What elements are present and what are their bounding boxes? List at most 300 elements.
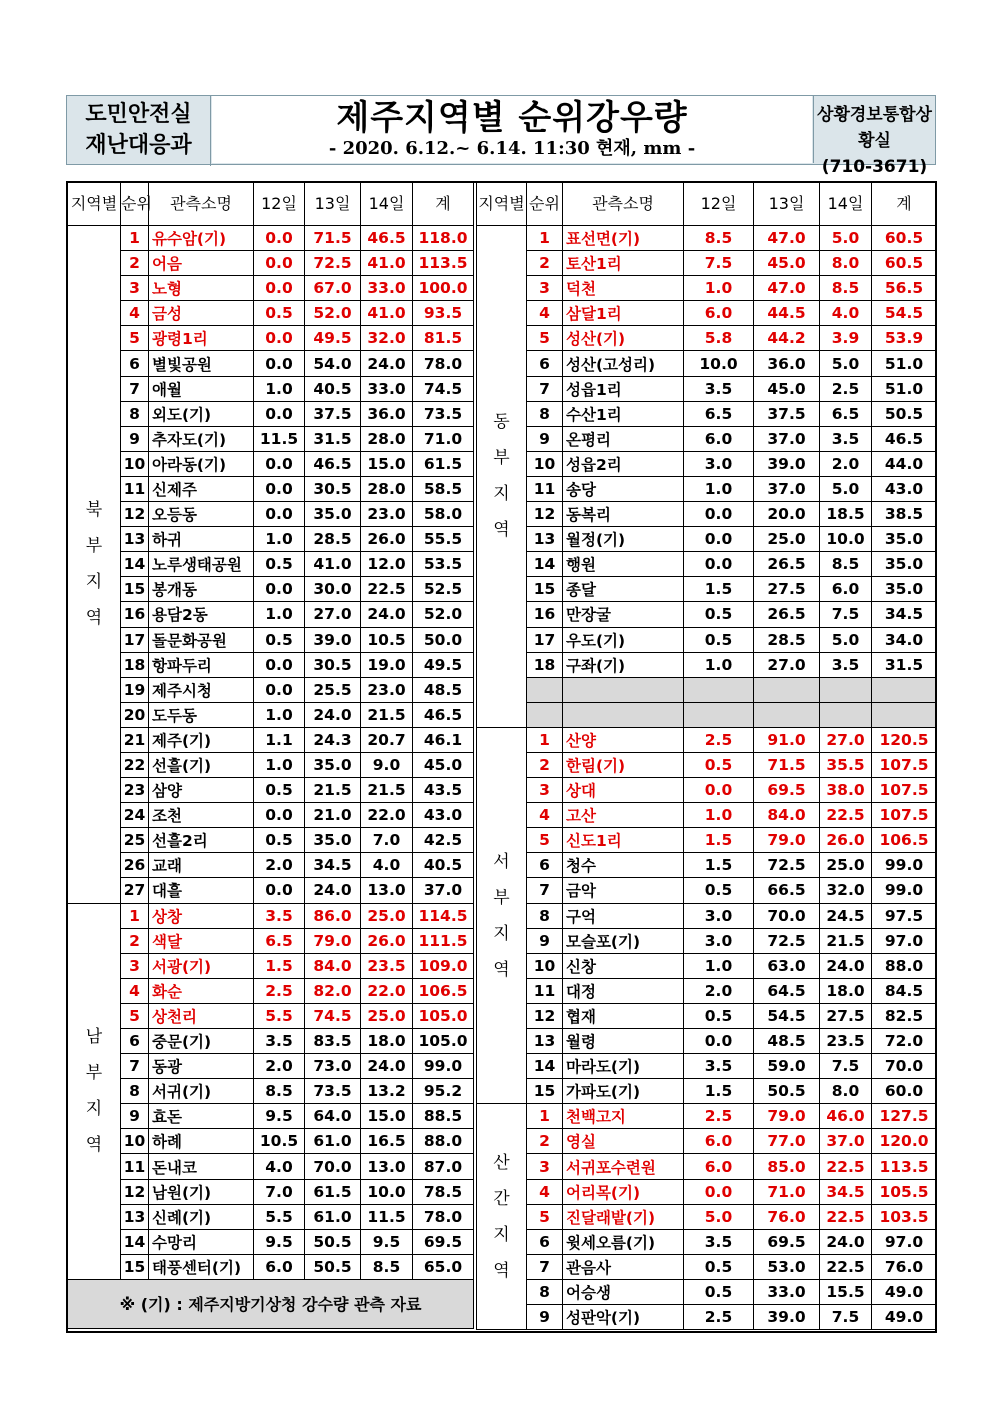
d14-cell: 34.5 [820, 1179, 872, 1204]
d12-cell: 1.0 [684, 276, 754, 301]
table-row [477, 1154, 937, 1179]
table-row [68, 1204, 474, 1229]
table-row [477, 903, 937, 928]
station-cell: 협재 [563, 1003, 684, 1028]
table-row [477, 226, 937, 251]
total-cell: 105.5 [872, 1179, 937, 1204]
station-cell: 노형 [149, 276, 254, 301]
d12-cell: 10.0 [684, 351, 754, 376]
rank-cell: 7 [121, 376, 149, 401]
d14-cell: 41.0 [361, 301, 413, 326]
d13-cell: 73.5 [305, 1079, 361, 1104]
station-cell: 유수암(기) [149, 226, 254, 251]
d12-cell: 2.5 [684, 1305, 754, 1330]
total-cell: 78.0 [413, 351, 474, 376]
d12-cell: 0.0 [254, 251, 305, 276]
d14-cell: 24.5 [820, 903, 872, 928]
total-cell: 46.5 [872, 426, 937, 451]
d13-cell: 24.3 [305, 727, 361, 752]
d12-cell: 0.0 [684, 1179, 754, 1204]
station-cell: 상천리 [149, 1003, 254, 1028]
d12-cell: 0.0 [254, 351, 305, 376]
station-cell: 금악 [563, 878, 684, 903]
region-label [68, 226, 121, 904]
d13-cell: 47.0 [754, 276, 820, 301]
station-cell: 성산(기) [563, 326, 684, 351]
station-cell: 용담2동 [149, 602, 254, 627]
d13-cell: 33.0 [754, 1279, 820, 1304]
region-label [68, 903, 121, 1279]
d12-cell: 3.5 [684, 376, 754, 401]
d13-cell: 70.0 [305, 1154, 361, 1179]
total-cell: 100.0 [413, 276, 474, 301]
table-row [68, 778, 474, 803]
table-row [477, 476, 937, 501]
d13-cell: 69.5 [754, 1229, 820, 1254]
d13-cell: 79.0 [305, 928, 361, 953]
region-label [477, 226, 527, 728]
station-cell: 하귀 [149, 527, 254, 552]
rank-cell: 12 [121, 1179, 149, 1204]
d14-cell: 25.0 [820, 853, 872, 878]
total-cell: 107.5 [872, 752, 937, 777]
d13-cell: 72.5 [754, 853, 820, 878]
d12-cell: 1.0 [254, 752, 305, 777]
rank-cell: 19 [121, 677, 149, 702]
d13-cell: 27.0 [305, 602, 361, 627]
table-row [477, 752, 937, 777]
d14-cell: 9.5 [361, 1229, 413, 1254]
table-row [477, 351, 937, 376]
rank-cell: 2 [527, 1129, 563, 1154]
station-cell: 선흘(기) [149, 752, 254, 777]
rank-cell: 11 [121, 1154, 149, 1179]
d12-cell: 1.1 [254, 727, 305, 752]
station-cell: 아라동(기) [149, 451, 254, 476]
rank-cell: 1 [527, 727, 563, 752]
d12-cell: 0.0 [684, 1029, 754, 1054]
d13-cell: 50.5 [754, 1079, 820, 1104]
station-cell: 대흘 [149, 878, 254, 903]
rank-cell: 22 [121, 752, 149, 777]
table-row [68, 1029, 474, 1054]
rank-cell: 9 [121, 1104, 149, 1129]
station-cell: 조천 [149, 803, 254, 828]
col-d13-header: 13일 [305, 183, 361, 226]
total-cell: 70.0 [872, 1054, 937, 1079]
d14-cell: 33.0 [361, 376, 413, 401]
d13-cell: 79.0 [754, 828, 820, 853]
total-cell: 84.5 [872, 978, 937, 1003]
rank-cell: 3 [527, 778, 563, 803]
d13-cell: 45.0 [754, 376, 820, 401]
rank-cell: 17 [527, 627, 563, 652]
d14-cell: 8.5 [361, 1254, 413, 1279]
d13-cell: 25.0 [754, 527, 820, 552]
station-cell: 삼양 [149, 778, 254, 803]
rank-cell: 5 [527, 1204, 563, 1229]
station-cell: 항파두리 [149, 652, 254, 677]
col-d12-header: 12일 [684, 183, 754, 226]
rank-cell: 1 [527, 226, 563, 251]
total-cell: 53.9 [872, 326, 937, 351]
table-row [68, 351, 474, 376]
rank-cell: 2 [527, 752, 563, 777]
rank-cell: 8 [121, 1079, 149, 1104]
table-row [477, 502, 937, 527]
d14-cell: 22.5 [820, 803, 872, 828]
right-rainfall-table [476, 182, 937, 1330]
table-row [68, 527, 474, 552]
total-cell: 37.0 [413, 878, 474, 903]
d12-cell: 0.5 [684, 1003, 754, 1028]
total-cell: 114.5 [413, 903, 474, 928]
table-row [68, 301, 474, 326]
d13-cell: 27.0 [754, 652, 820, 677]
station-cell: 대정 [563, 978, 684, 1003]
rank-cell: 14 [121, 1229, 149, 1254]
table-row [68, 702, 474, 727]
d12-cell: 0.0 [254, 276, 305, 301]
table-row [477, 577, 937, 602]
region-label [477, 727, 527, 1103]
rank-cell: 5 [527, 326, 563, 351]
total-cell: 35.0 [872, 552, 937, 577]
total-cell: 103.5 [872, 1204, 937, 1229]
station-cell: 우도(기) [563, 627, 684, 652]
rank-cell: 24 [121, 803, 149, 828]
d13-cell: 46.5 [305, 451, 361, 476]
total-cell: 88.0 [872, 953, 937, 978]
total-cell: 76.0 [872, 1254, 937, 1279]
col-d12-header: 12일 [254, 183, 305, 226]
rank-cell: 10 [121, 451, 149, 476]
d12-cell: 0.0 [254, 451, 305, 476]
total-cell: 51.0 [872, 351, 937, 376]
d13-cell: 53.0 [754, 1254, 820, 1279]
table-row [68, 853, 474, 878]
station-cell: 진달래밭(기) [563, 1204, 684, 1229]
total-cell: 73.5 [413, 401, 474, 426]
rank-cell: 15 [121, 1254, 149, 1279]
d13-cell: 84.0 [305, 953, 361, 978]
d12-cell: 9.5 [254, 1229, 305, 1254]
table-row [68, 1129, 474, 1154]
station-cell: 구억 [563, 903, 684, 928]
d12-cell: 11.5 [254, 426, 305, 451]
station-cell: 고산 [563, 803, 684, 828]
d13-cell: 35.0 [305, 828, 361, 853]
rank-cell: 27 [121, 878, 149, 903]
station-cell: 청수 [563, 853, 684, 878]
d13-cell: 47.0 [754, 226, 820, 251]
table-row [68, 677, 474, 702]
table-row [68, 727, 474, 752]
rank-cell: 17 [121, 627, 149, 652]
station-cell: 별빛공원 [149, 351, 254, 376]
station-cell: 월정(기) [563, 527, 684, 552]
d12-cell: 3.5 [254, 1029, 305, 1054]
table-row [477, 552, 937, 577]
d12-cell: 0.0 [254, 326, 305, 351]
station-cell: 행원 [563, 552, 684, 577]
d12-cell: 0.0 [684, 778, 754, 803]
empty-cell [754, 702, 820, 727]
d12-cell: 3.0 [684, 451, 754, 476]
total-cell: 60.5 [872, 251, 937, 276]
total-cell: 46.1 [413, 727, 474, 752]
d14-cell: 7.0 [361, 828, 413, 853]
total-cell: 52.5 [413, 577, 474, 602]
rank-cell: 10 [121, 1129, 149, 1154]
d12-cell: 6.0 [684, 1129, 754, 1154]
rank-cell: 11 [527, 978, 563, 1003]
table-row [68, 1179, 474, 1204]
table-row [68, 451, 474, 476]
table-row [68, 602, 474, 627]
d14-cell: 7.5 [820, 1054, 872, 1079]
title-box [212, 96, 812, 163]
d14-cell: 7.5 [820, 602, 872, 627]
total-cell: 43.0 [413, 803, 474, 828]
d13-cell: 50.5 [305, 1229, 361, 1254]
table-row [477, 1204, 937, 1229]
d13-cell: 44.2 [754, 326, 820, 351]
d12-cell: 0.5 [254, 627, 305, 652]
organization-box [67, 96, 211, 166]
rank-cell: 11 [527, 476, 563, 501]
table-row [477, 1079, 937, 1104]
d13-cell: 74.5 [305, 1003, 361, 1028]
d13-cell: 66.5 [754, 878, 820, 903]
total-cell: 61.5 [413, 451, 474, 476]
d14-cell: 28.0 [361, 426, 413, 451]
table-row [477, 1279, 937, 1304]
d12-cell: 0.0 [254, 226, 305, 251]
table-row [68, 978, 474, 1003]
d13-cell: 44.5 [754, 301, 820, 326]
d12-cell: 2.5 [684, 727, 754, 752]
col-region-header: 지역별 [68, 183, 121, 226]
total-cell: 99.0 [872, 878, 937, 903]
d12-cell: 6.0 [684, 1154, 754, 1179]
station-cell: 색달 [149, 928, 254, 953]
rank-cell: 4 [527, 301, 563, 326]
table-row [68, 276, 474, 301]
total-cell: 78.5 [413, 1179, 474, 1204]
total-cell: 72.0 [872, 1029, 937, 1054]
d13-cell: 35.0 [305, 502, 361, 527]
rank-cell: 4 [527, 1179, 563, 1204]
rank-cell: 3 [527, 276, 563, 301]
station-cell: 덕천 [563, 276, 684, 301]
d12-cell: 3.5 [684, 1229, 754, 1254]
total-cell: 34.5 [872, 602, 937, 627]
d12-cell: 1.5 [684, 828, 754, 853]
station-cell: 노루생태공원 [149, 552, 254, 577]
station-cell: 서귀포수련원 [563, 1154, 684, 1179]
table-row [477, 928, 937, 953]
d12-cell: 3.5 [254, 903, 305, 928]
empty-row [477, 702, 937, 727]
d12-cell: 0.5 [684, 752, 754, 777]
total-cell: 99.0 [413, 1054, 474, 1079]
rank-cell: 23 [121, 778, 149, 803]
d14-cell: 23.0 [361, 677, 413, 702]
station-cell: 관음사 [563, 1254, 684, 1279]
d12-cell: 1.5 [684, 853, 754, 878]
d13-cell: 39.0 [754, 451, 820, 476]
d14-cell: 23.5 [361, 953, 413, 978]
d13-cell: 61.0 [305, 1129, 361, 1154]
total-cell: 97.5 [872, 903, 937, 928]
d14-cell: 26.0 [820, 828, 872, 853]
d14-cell: 10.0 [361, 1179, 413, 1204]
station-cell: 한림(기) [563, 752, 684, 777]
total-cell: 71.0 [413, 426, 474, 451]
total-cell: 35.0 [872, 527, 937, 552]
d13-cell: 26.5 [754, 552, 820, 577]
rank-cell: 11 [121, 476, 149, 501]
rank-cell: 6 [527, 853, 563, 878]
d14-cell: 7.5 [820, 1305, 872, 1330]
station-cell: 금성 [149, 301, 254, 326]
rank-cell: 10 [527, 953, 563, 978]
station-cell: 태풍센터(기) [149, 1254, 254, 1279]
rank-cell: 4 [121, 978, 149, 1003]
d14-cell: 15.5 [820, 1279, 872, 1304]
d12-cell: 3.5 [684, 1054, 754, 1079]
d13-cell: 20.0 [754, 502, 820, 527]
d14-cell: 2.0 [820, 451, 872, 476]
station-cell: 윗세오름(기) [563, 1229, 684, 1254]
d12-cell: 0.5 [684, 602, 754, 627]
total-cell: 118.0 [413, 226, 474, 251]
d13-cell: 50.5 [305, 1254, 361, 1279]
d13-cell: 21.5 [305, 778, 361, 803]
station-cell: 애월 [149, 376, 254, 401]
d12-cell: 1.0 [254, 376, 305, 401]
table-row [68, 1104, 474, 1129]
table-row [477, 401, 937, 426]
table-row [68, 627, 474, 652]
d12-cell: 2.0 [254, 853, 305, 878]
d12-cell: 5.5 [254, 1003, 305, 1028]
d13-cell: 41.0 [305, 552, 361, 577]
total-cell: 106.5 [872, 828, 937, 853]
d14-cell: 38.0 [820, 778, 872, 803]
d14-cell: 22.0 [361, 803, 413, 828]
total-cell: 95.2 [413, 1079, 474, 1104]
d14-cell: 25.0 [361, 1003, 413, 1028]
total-cell: 105.0 [413, 1003, 474, 1028]
d14-cell: 4.0 [820, 301, 872, 326]
left-rainfall-table [67, 182, 474, 1329]
station-cell: 중문(기) [149, 1029, 254, 1054]
report-header [66, 95, 936, 177]
d13-cell: 48.5 [754, 1029, 820, 1054]
station-cell: 교래 [149, 853, 254, 878]
station-cell: 가파도(기) [563, 1079, 684, 1104]
total-cell: 127.5 [872, 1104, 937, 1129]
d12-cell: 2.5 [684, 1104, 754, 1129]
d14-cell: 24.0 [820, 953, 872, 978]
table-row [477, 1129, 937, 1154]
rank-cell: 21 [121, 727, 149, 752]
table-row [477, 326, 937, 351]
d12-cell: 0.0 [254, 652, 305, 677]
rank-cell: 7 [527, 878, 563, 903]
d12-cell: 5.0 [684, 1204, 754, 1229]
table-row [477, 627, 937, 652]
d14-cell: 8.5 [820, 276, 872, 301]
total-cell: 52.0 [413, 602, 474, 627]
table-row [68, 803, 474, 828]
station-cell: 신제주 [149, 476, 254, 501]
table-row [68, 426, 474, 451]
note-row [68, 1279, 474, 1328]
d13-cell: 71.5 [754, 752, 820, 777]
d14-cell: 32.0 [361, 326, 413, 351]
total-cell: 106.5 [413, 978, 474, 1003]
total-cell: 113.5 [413, 251, 474, 276]
d13-cell: 69.5 [754, 778, 820, 803]
rank-cell: 10 [527, 451, 563, 476]
station-cell: 광령1리 [149, 326, 254, 351]
d13-cell: 61.0 [305, 1204, 361, 1229]
rank-cell: 6 [121, 351, 149, 376]
station-cell: 어승생 [563, 1279, 684, 1304]
empty-cell [563, 702, 684, 727]
table-row [68, 928, 474, 953]
rank-cell: 1 [121, 226, 149, 251]
station-cell: 신례(기) [149, 1204, 254, 1229]
station-cell: 구좌(기) [563, 652, 684, 677]
d12-cell: 0.0 [254, 577, 305, 602]
station-cell: 어음 [149, 251, 254, 276]
d14-cell: 3.5 [820, 652, 872, 677]
rank-cell: 18 [527, 652, 563, 677]
d14-cell: 6.5 [820, 401, 872, 426]
d14-cell: 5.0 [820, 226, 872, 251]
total-cell: 65.0 [413, 1254, 474, 1279]
d12-cell: 0.5 [684, 878, 754, 903]
station-cell: 제주시청 [149, 677, 254, 702]
rank-cell: 25 [121, 828, 149, 853]
station-cell: 산양 [563, 727, 684, 752]
col-station-header: 관측소명 [149, 183, 254, 226]
d14-cell: 33.0 [361, 276, 413, 301]
d12-cell: 2.5 [254, 978, 305, 1003]
table-row [477, 1305, 937, 1330]
rank-cell: 3 [121, 276, 149, 301]
d12-cell: 0.0 [684, 502, 754, 527]
d13-cell: 71.0 [754, 1179, 820, 1204]
table-row [68, 401, 474, 426]
table-row [477, 878, 937, 903]
rank-cell: 9 [527, 928, 563, 953]
col-station-header: 관측소명 [563, 183, 684, 226]
table-row [477, 276, 937, 301]
d14-cell: 13.0 [361, 1154, 413, 1179]
d13-cell: 83.5 [305, 1029, 361, 1054]
total-cell: 58.0 [413, 502, 474, 527]
d14-cell: 22.0 [361, 978, 413, 1003]
table-row [477, 853, 937, 878]
d13-cell: 67.0 [305, 276, 361, 301]
col-rank-header: 순위 [527, 183, 563, 226]
rank-cell: 7 [527, 376, 563, 401]
